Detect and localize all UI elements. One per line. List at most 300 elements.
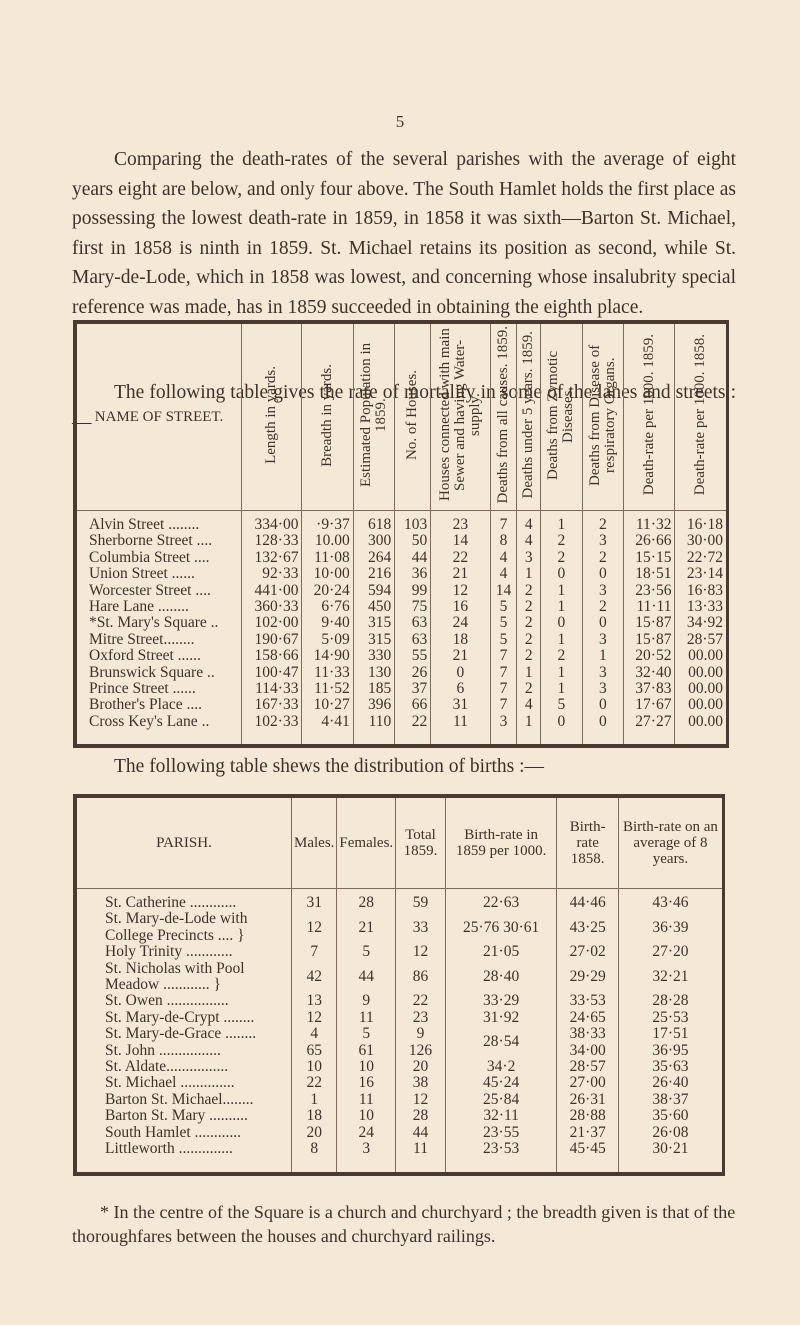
- column-header: [557, 796, 618, 889]
- cell-value: 11: [431, 714, 490, 746]
- row-label: Barton St. Michael........: [105, 1090, 254, 1108]
- column-header: [242, 322, 302, 511]
- cell-value: 31·92: [445, 1010, 557, 1026]
- cell-value: 0: [582, 697, 624, 713]
- row-label: Littleworth ..............: [105, 1140, 233, 1158]
- row-label: *St. Mary's Square ..: [89, 614, 219, 632]
- cell-value: 18: [431, 632, 490, 648]
- cell-value: 92·33: [242, 566, 302, 582]
- cell-value: 1: [541, 681, 583, 697]
- cell-value: 22·63: [445, 889, 557, 912]
- cell-value: 618: [353, 511, 395, 534]
- column-header: [292, 796, 337, 889]
- table-row: [75, 615, 728, 631]
- table-row: [75, 1059, 724, 1075]
- cell-value: 20·24: [302, 583, 353, 599]
- table-row: [75, 1092, 724, 1108]
- row-label: St. Mary-de-Crypt ........: [105, 1008, 255, 1026]
- cell-value: 396: [353, 697, 395, 713]
- column-header-label: Estimated Population in 1859.: [358, 342, 390, 488]
- cell-value: 441·00: [242, 583, 302, 599]
- cell-value: 17·51: [618, 1026, 723, 1042]
- cell-value: 10.00: [302, 533, 353, 549]
- cell-value: 7: [490, 697, 517, 713]
- cell-value: 55: [395, 648, 431, 664]
- cell-value: 6: [431, 681, 490, 697]
- cell-value: 22·72: [675, 550, 728, 566]
- cell-value: 2: [517, 648, 541, 664]
- cell-value: 4: [517, 533, 541, 549]
- cell-value: 75: [395, 599, 431, 615]
- cell-value: 37·83: [624, 681, 675, 697]
- cell-value: 38·33: [557, 1026, 618, 1042]
- cell-value: 11·33: [302, 665, 353, 681]
- cell-value: 20: [396, 1059, 446, 1075]
- cell-value: 10·00: [302, 566, 353, 582]
- column-header: [675, 322, 728, 511]
- cell-value: 7: [292, 944, 337, 960]
- cell-value: 37: [395, 681, 431, 697]
- table-row: [75, 944, 724, 960]
- column-header: [395, 322, 431, 511]
- row-label: Worcester Street ....: [89, 581, 211, 599]
- cell-value: 6·76: [302, 599, 353, 615]
- cell-value: 86: [396, 961, 446, 994]
- column-header-label: Deaths from all causes. 1859.: [494, 326, 511, 504]
- cell-value: ·9·37: [302, 511, 353, 534]
- row-label: Prince Street ......: [89, 680, 196, 698]
- row-label: Cross Key's Lane ..: [89, 712, 210, 730]
- cell-value: 11·11: [624, 599, 675, 615]
- paragraph-births-intro: The following table shews the distribution of births :—: [114, 756, 545, 777]
- column-header-label: Total 1859.: [403, 827, 438, 859]
- table-row: [75, 1125, 724, 1141]
- cell-value: 26: [395, 665, 431, 681]
- cell-value: 26·40: [618, 1075, 723, 1091]
- cell-value: 12: [431, 583, 490, 599]
- cell-value: 264: [353, 550, 395, 566]
- cell-value: 0: [541, 615, 583, 631]
- streets-mortality-table: [73, 320, 729, 748]
- cell-value: 63: [395, 615, 431, 631]
- cell-value: 132·67: [242, 550, 302, 566]
- cell-value: 24·65: [557, 1010, 618, 1026]
- cell-value: 00.00: [675, 665, 728, 681]
- cell-value: 34·2: [445, 1059, 557, 1075]
- column-header: [517, 322, 541, 511]
- column-header: [75, 322, 242, 511]
- cell-value: 15·87: [624, 632, 675, 648]
- cell-value: 00.00: [675, 714, 728, 746]
- cell-value: 8: [490, 533, 517, 549]
- births-distribution-table: [73, 794, 725, 1176]
- column-header-label: Houses connected with main Sewer and having Water-supply.: [436, 328, 483, 502]
- row-label: Holy Trinity ............: [105, 943, 233, 961]
- cell-value: 2: [541, 550, 583, 566]
- cell-value: 33·53: [557, 993, 618, 1009]
- cell-value: 594: [353, 583, 395, 599]
- table-row: [75, 583, 728, 599]
- cell-value: 29·29: [557, 961, 618, 994]
- row-label: St. Mary-de-Grace ........: [105, 1025, 257, 1043]
- cell-value: 65: [292, 1043, 337, 1059]
- cell-value: 50: [395, 533, 431, 549]
- cell-value: 330: [353, 648, 395, 664]
- cell-value: 190·67: [242, 632, 302, 648]
- cell-value: 27·00: [557, 1075, 618, 1091]
- table-row: [75, 566, 728, 582]
- cell-value: 5: [490, 615, 517, 631]
- cell-value: 28·88: [557, 1108, 618, 1124]
- cell-value: 23·56: [624, 583, 675, 599]
- column-header-label: Breadth in yards.: [319, 363, 336, 467]
- cell-value: 14·90: [302, 648, 353, 664]
- row-label: St. John ................: [105, 1041, 221, 1059]
- table-row: [75, 1141, 724, 1173]
- cell-value: 44·46: [557, 889, 618, 912]
- cell-value: 23·55: [445, 1125, 557, 1141]
- table-row: [75, 911, 724, 944]
- cell-value: 32·40: [624, 665, 675, 681]
- table-row: [75, 961, 724, 994]
- cell-value: 4: [490, 550, 517, 566]
- row-label: Alvin Street ........: [89, 516, 200, 533]
- cell-value: 15·15: [624, 550, 675, 566]
- cell-value: 27·27: [624, 714, 675, 746]
- column-header-label: Birth-rate in 1859 per 1000.: [455, 827, 547, 859]
- cell-value: 3: [517, 550, 541, 566]
- cell-value: 23·53: [445, 1141, 557, 1173]
- cell-value: 103: [395, 511, 431, 534]
- cell-value: 5: [337, 1026, 396, 1042]
- cell-value: 21·37: [557, 1125, 618, 1141]
- cell-value: 2: [582, 599, 624, 615]
- row-label: St. Aldate................: [105, 1058, 229, 1076]
- cell-value: 5·09: [302, 632, 353, 648]
- cell-value: 61: [337, 1043, 396, 1059]
- cell-value: 59: [396, 889, 446, 912]
- row-label: Brother's Place ....: [89, 696, 202, 714]
- cell-value: 10·27: [302, 697, 353, 713]
- cell-value: 38·37: [618, 1092, 723, 1108]
- cell-value: 27·02: [557, 944, 618, 960]
- row-label: St. Michael ..............: [105, 1074, 235, 1092]
- cell-value: 3: [582, 533, 624, 549]
- cell-value: 16: [337, 1075, 396, 1091]
- cell-value: 44: [396, 1125, 446, 1141]
- cell-value: 1: [582, 648, 624, 664]
- cell-value: 18: [292, 1108, 337, 1124]
- cell-value: 42: [292, 961, 337, 994]
- row-label: South Hamlet ............: [105, 1123, 242, 1141]
- cell-value: 44: [395, 550, 431, 566]
- cell-value: 28·28: [618, 993, 723, 1009]
- cell-value: 28: [396, 1108, 446, 1124]
- table-row: [75, 1108, 724, 1124]
- cell-value: 5: [541, 697, 583, 713]
- table-row: [75, 1010, 724, 1026]
- cell-value: 114·33: [242, 681, 302, 697]
- column-header-label: Birth-rate on an average of 8 years.: [622, 819, 718, 867]
- row-label: St. Mary-de-Lode with College Precincts .... }: [105, 910, 248, 944]
- cell-value: 63: [395, 632, 431, 648]
- cell-value: 2: [582, 511, 624, 534]
- table-row: [75, 599, 728, 615]
- cell-value: 0: [582, 714, 624, 746]
- column-header-label: NAME OF STREET.: [94, 409, 224, 425]
- column-header-label: Birth-rate 1858.: [569, 819, 606, 867]
- cell-value: 22: [396, 993, 446, 1009]
- column-header: [541, 322, 583, 511]
- cell-value: 16·18: [675, 511, 728, 534]
- cell-value: 102·00: [242, 615, 302, 631]
- cell-value: 5: [490, 632, 517, 648]
- cell-value: 5: [337, 944, 396, 960]
- cell-value: 22: [431, 550, 490, 566]
- cell-value: 23: [431, 511, 490, 534]
- cell-value: 126: [396, 1043, 446, 1059]
- row-label: St. Catherine ............: [105, 894, 237, 911]
- cell-value: 300: [353, 533, 395, 549]
- cell-value: 0: [431, 665, 490, 681]
- column-header-label: Deaths under 5 years. 1859.: [520, 331, 537, 499]
- table-row: [75, 665, 728, 681]
- cell-value: 11: [396, 1141, 446, 1173]
- column-header-label: No. of Houses.: [404, 370, 421, 460]
- cell-value: 167·33: [242, 697, 302, 713]
- cell-value: 1: [541, 665, 583, 681]
- row-label: Union Street ......: [89, 565, 195, 583]
- cell-value: 24: [431, 615, 490, 631]
- column-header: [337, 796, 396, 889]
- cell-value: 7: [490, 665, 517, 681]
- cell-value: 36·39: [618, 911, 723, 944]
- cell-value: 00.00: [675, 681, 728, 697]
- row-label: St. Nicholas with Pool Meadow ............ }: [105, 959, 245, 994]
- cell-value: 12: [396, 1092, 446, 1108]
- cell-value: 4: [490, 566, 517, 582]
- cell-value: 1: [541, 632, 583, 648]
- row-label: Hare Lane ........: [89, 598, 189, 616]
- cell-value: 24: [337, 1125, 396, 1141]
- row-label: Sherborne Street ....: [89, 532, 213, 550]
- cell-value: 45·24: [445, 1075, 557, 1091]
- cell-value: 4: [517, 511, 541, 534]
- cell-value: 2: [582, 550, 624, 566]
- cell-value: 34·00: [557, 1043, 618, 1059]
- column-header-label: Females.: [339, 835, 394, 851]
- cell-value: 43·46: [618, 889, 723, 912]
- cell-value: 3: [582, 665, 624, 681]
- table-row: [75, 1026, 724, 1042]
- cell-value: 26·66: [624, 533, 675, 549]
- cell-value: 0: [541, 566, 583, 582]
- cell-value: 4: [292, 1026, 337, 1042]
- cell-value: 33·29: [445, 993, 557, 1009]
- cell-value: 28·57: [675, 632, 728, 648]
- cell-value: 12: [292, 911, 337, 944]
- cell-value: 25·84: [445, 1092, 557, 1108]
- cell-value: 11·32: [624, 511, 675, 534]
- cell-value: 20: [292, 1125, 337, 1141]
- cell-value: 0: [582, 615, 624, 631]
- cell-value: 25·76 30·61: [445, 911, 557, 944]
- cell-value: 13: [292, 993, 337, 1009]
- cell-value: 102·33: [242, 714, 302, 746]
- page-number: 5: [395, 112, 405, 131]
- cell-value: 28: [337, 889, 396, 912]
- cell-value: 1: [517, 665, 541, 681]
- cell-value: 1: [541, 599, 583, 615]
- cell-value: 35·63: [618, 1059, 723, 1075]
- cell-value: 33: [396, 911, 446, 944]
- table-row: [75, 648, 728, 664]
- cell-value: 34·92: [675, 615, 728, 631]
- cell-value: 100·47: [242, 665, 302, 681]
- cell-value: 1: [517, 714, 541, 746]
- cell-value: 4·41: [302, 714, 353, 746]
- cell-value: 10: [337, 1059, 396, 1075]
- cell-value: 36: [395, 566, 431, 582]
- column-header-label: Death-rate per 1000. 1858.: [692, 334, 709, 496]
- column-header-label: Death-rate per 1000. 1859.: [640, 334, 657, 496]
- column-header: [396, 796, 446, 889]
- cell-value: 0: [541, 714, 583, 746]
- cell-value: 128·33: [242, 533, 302, 549]
- row-label: Mitre Street........: [89, 630, 195, 648]
- column-header: [490, 322, 517, 511]
- cell-value: 2: [517, 632, 541, 648]
- cell-value: 36·95: [618, 1043, 723, 1059]
- cell-value: 22: [395, 714, 431, 746]
- cell-value: 43·25: [557, 911, 618, 944]
- cell-value: 13·33: [675, 599, 728, 615]
- cell-value: 360·33: [242, 599, 302, 615]
- cell-value: 185: [353, 681, 395, 697]
- cell-value: 2: [517, 599, 541, 615]
- footnote: * In the centre of the Square is a church and churchyard ; the breadth given is that of the thoroughfares between the houses and churchyard railings.: [72, 1202, 736, 1246]
- column-header-label: PARISH.: [156, 835, 212, 851]
- cell-value: 45·45: [557, 1141, 618, 1173]
- cell-value: 32·21: [618, 961, 723, 994]
- cell-value: 7: [490, 681, 517, 697]
- table-row: [75, 632, 728, 648]
- cell-value: 17·67: [624, 697, 675, 713]
- row-label: Barton St. Mary ..........: [105, 1107, 248, 1125]
- cell-value: 9: [396, 1026, 446, 1042]
- column-header: [302, 322, 353, 511]
- cell-value: 23: [396, 1010, 446, 1026]
- column-header-label: Males.: [294, 835, 335, 851]
- cell-value: 8: [292, 1141, 337, 1173]
- column-header-label: Length in yards.: [263, 366, 280, 464]
- cell-value: 20·52: [624, 648, 675, 664]
- cell-value: 35·60: [618, 1108, 723, 1124]
- row-label: St. Owen ................: [105, 992, 229, 1010]
- paragraph-death-rates: Comparing the death-rates of the several parishes with the average of eight years eight are below, and only four above. The South Hamlet holds the first place as possessing the lowest death-rate in 1859, in 1858 it was sixth—Barton St. Michael, first in 1858 is ninth in 1859. St. Michael retains its position as second, while St. Mary-de-Lode, which in 1858 was lowest, and concerning whose insalubrity special reference was made, has in 1859 succeeded in obtaining the eighth place.: [72, 149, 736, 318]
- cell-value: 0: [582, 566, 624, 582]
- cell-value: 27·20: [618, 944, 723, 960]
- column-header: [618, 796, 723, 889]
- table-row: [75, 1075, 724, 1091]
- cell-value: 9: [337, 993, 396, 1009]
- cell-value: 130: [353, 665, 395, 681]
- table-row: [75, 533, 728, 549]
- cell-value: 3: [490, 714, 517, 746]
- cell-value: 00.00: [675, 697, 728, 713]
- cell-value: 10: [337, 1108, 396, 1124]
- cell-value: 21: [337, 911, 396, 944]
- row-label: Brunswick Square ..: [89, 663, 215, 681]
- cell-value: 30·00: [675, 533, 728, 549]
- column-header: [445, 796, 557, 889]
- cell-value: 7: [490, 511, 517, 534]
- cell-value: 1: [292, 1092, 337, 1108]
- cell-value: 28·57: [557, 1059, 618, 1075]
- cell-value: 3: [582, 681, 624, 697]
- cell-value: 11: [337, 1092, 396, 1108]
- cell-value: 31: [292, 889, 337, 912]
- cell-value: 26·08: [618, 1125, 723, 1141]
- column-header: [431, 322, 490, 511]
- table-row: [75, 714, 728, 746]
- cell-value: 1: [541, 583, 583, 599]
- cell-value: 18·51: [624, 566, 675, 582]
- cell-value: 1: [517, 566, 541, 582]
- cell-value: 31: [431, 697, 490, 713]
- cell-value: 21: [431, 566, 490, 582]
- cell-value: 15·87: [624, 615, 675, 631]
- column-header-label: Deaths from Disease of respiratory Organs.: [586, 344, 618, 486]
- cell-value: 25·53: [618, 1010, 723, 1026]
- cell-value: 2: [517, 681, 541, 697]
- column-header-label: Deaths from Zymotic Diseases.: [545, 350, 577, 480]
- paragraph-table-intro: The following table gives the rate of mortality in some of the lanes and streets :—: [72, 382, 736, 433]
- cell-value: 5: [490, 599, 517, 615]
- cell-value: 2: [541, 533, 583, 549]
- cell-value: 21: [431, 648, 490, 664]
- table-row: [75, 697, 728, 713]
- cell-value: 16·83: [675, 583, 728, 599]
- cell-value: 11: [337, 1010, 396, 1026]
- cell-value: 3: [582, 583, 624, 599]
- cell-value: 12: [292, 1010, 337, 1026]
- table-row: [75, 681, 728, 697]
- cell-value: 9·40: [302, 615, 353, 631]
- table-row: [75, 511, 728, 534]
- cell-value: 2: [517, 615, 541, 631]
- cell-value: 28·54: [445, 1026, 557, 1059]
- cell-value: 99: [395, 583, 431, 599]
- column-header: [582, 322, 624, 511]
- cell-value: 14: [490, 583, 517, 599]
- cell-value: 32·11: [445, 1108, 557, 1124]
- column-header: [75, 796, 292, 889]
- cell-value: 7: [490, 648, 517, 664]
- cell-value: 28·40: [445, 961, 557, 994]
- cell-value: 3: [582, 632, 624, 648]
- cell-value: 30·21: [618, 1141, 723, 1173]
- cell-value: 14: [431, 533, 490, 549]
- cell-value: 315: [353, 632, 395, 648]
- cell-value: 23·14: [675, 566, 728, 582]
- cell-value: 450: [353, 599, 395, 615]
- cell-value: 216: [353, 566, 395, 582]
- cell-value: 11·08: [302, 550, 353, 566]
- cell-value: 44: [337, 961, 396, 994]
- cell-value: 66: [395, 697, 431, 713]
- cell-value: 334·00: [242, 511, 302, 534]
